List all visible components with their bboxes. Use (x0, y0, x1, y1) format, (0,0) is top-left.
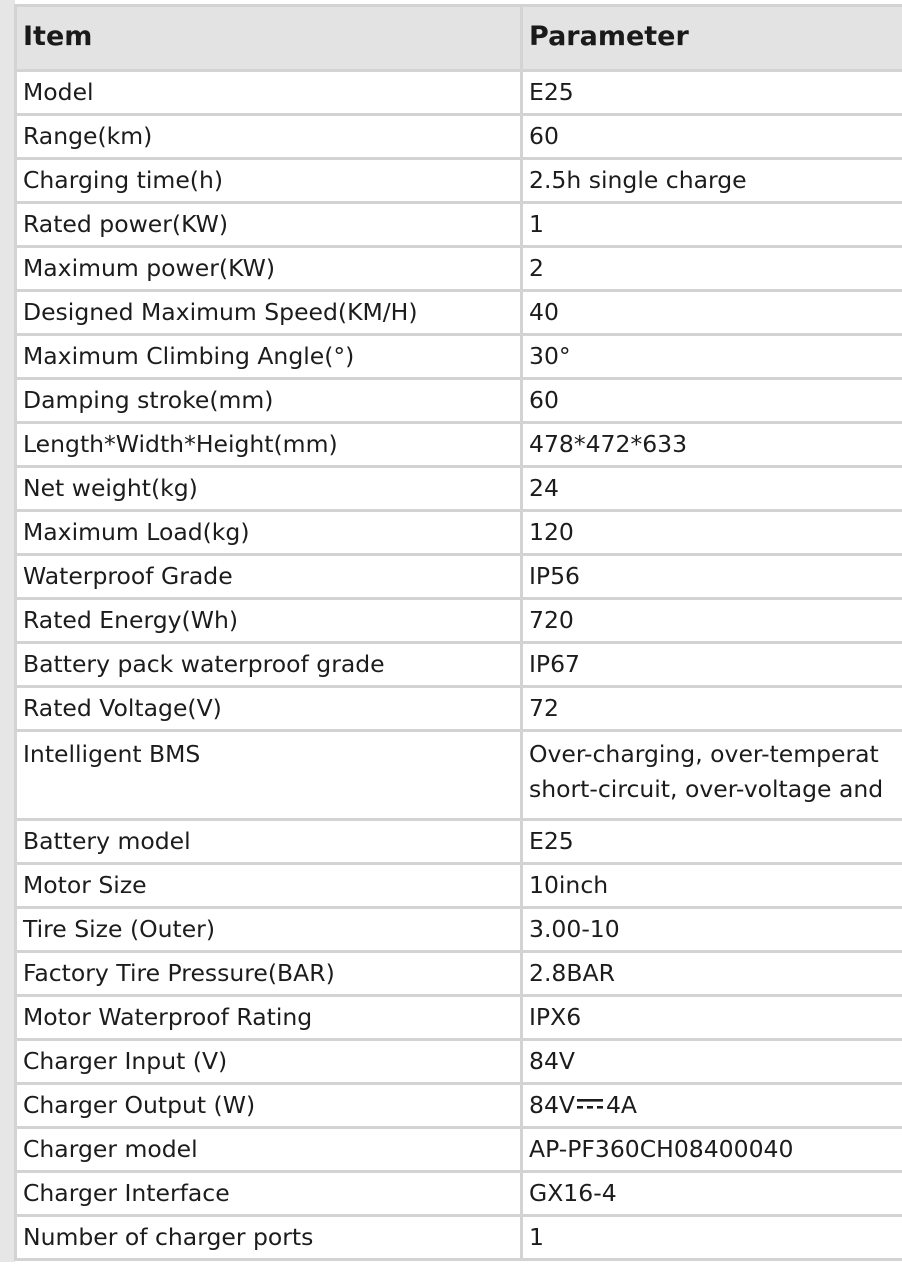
parameter-cell: 24 (522, 467, 902, 511)
parameter-cell: 40 (522, 291, 902, 335)
parameter-cell: 478*472*633 (522, 423, 902, 467)
item-cell: Charging time(h) (16, 159, 522, 203)
table-row (16, 1084, 902, 1128)
parameter-cell: 30° (522, 335, 902, 379)
table-row (16, 379, 902, 423)
item-cell: Net weight(kg) (16, 467, 522, 511)
table-row (16, 687, 902, 731)
item-cell: Motor Waterproof Rating (16, 996, 522, 1040)
parameter-cell: 10inch (522, 864, 902, 908)
parameter-cell: 120 (522, 511, 902, 555)
table-row (16, 1216, 902, 1260)
item-cell: Maximum Climbing Angle(°) (16, 335, 522, 379)
item-cell: Maximum Load(kg) (16, 511, 522, 555)
parameter-cell: 3.00-10 (522, 908, 902, 952)
parameter-cell: 60 (522, 379, 902, 423)
parameter-cell-with-symbol (522, 1084, 902, 1128)
parameter-value: 84V (529, 1091, 575, 1119)
table-row (16, 115, 902, 159)
table-row (16, 864, 902, 908)
table-row (16, 820, 902, 864)
table-row (16, 1172, 902, 1216)
spec-table (14, 4, 902, 1261)
table-row (16, 423, 902, 467)
parameter-cell: IP67 (522, 643, 902, 687)
item-cell: Length*Width*Height(mm) (16, 423, 522, 467)
item-cell: Intelligent BMS (16, 731, 522, 820)
parameter-cell: IPX6 (522, 996, 902, 1040)
item-cell: Motor Size (16, 864, 522, 908)
header-item: Item (16, 6, 522, 71)
parameter-line: short-circuit, over-voltage and (529, 775, 884, 803)
table-row (16, 159, 902, 203)
table-row (16, 511, 902, 555)
item-cell: Designed Maximum Speed(KM/H) (16, 291, 522, 335)
parameter-cell: 72 (522, 687, 902, 731)
item-cell: Number of charger ports (16, 1216, 522, 1260)
parameter-cell: IP56 (522, 555, 902, 599)
table-row (16, 335, 902, 379)
parameter-cell: E25 (522, 820, 902, 864)
parameter-cell: 84V (522, 1040, 902, 1084)
table-row (16, 1040, 902, 1084)
item-cell: Rated Energy(Wh) (16, 599, 522, 643)
header-parameter: Parameter (522, 6, 902, 71)
table-row (16, 467, 902, 511)
table-row (16, 71, 902, 115)
item-cell: Tire Size (Outer) (16, 908, 522, 952)
item-cell: Maximum power(KW) (16, 247, 522, 291)
parameter-cell: 720 (522, 599, 902, 643)
parameter-cell: 2.8BAR (522, 952, 902, 996)
item-cell: Charger Output (W) (16, 1084, 522, 1128)
parameter-cell: E25 (522, 71, 902, 115)
parameter-cell: GX16-4 (522, 1172, 902, 1216)
parameter-cell: 60 (522, 115, 902, 159)
parameter-cell: 1 (522, 1216, 902, 1260)
table-row (16, 996, 902, 1040)
item-cell: Rated power(KW) (16, 203, 522, 247)
table-row (16, 643, 902, 687)
item-cell: Model (16, 71, 522, 115)
item-cell: Factory Tire Pressure(BAR) (16, 952, 522, 996)
item-cell: Charger Input (V) (16, 1040, 522, 1084)
table-row (16, 731, 902, 820)
item-cell: Charger model (16, 1128, 522, 1172)
dc-current-icon (577, 1098, 603, 1110)
item-cell: Battery model (16, 820, 522, 864)
parameter-cell-multiline (522, 731, 902, 820)
table-row (16, 952, 902, 996)
table-header-row (16, 6, 902, 71)
item-cell: Range(km) (16, 115, 522, 159)
table-row (16, 247, 902, 291)
table-row (16, 1128, 902, 1172)
item-cell: Battery pack waterproof grade (16, 643, 522, 687)
parameter-line: Over-charging, over-temperat (529, 740, 879, 768)
item-cell: Damping stroke(mm) (16, 379, 522, 423)
parameter-cell: 2.5h single charge (522, 159, 902, 203)
table-row (16, 203, 902, 247)
left-gutter (0, 0, 15, 1262)
table-row (16, 908, 902, 952)
parameter-cell: AP-PF360CH08400040 (522, 1128, 902, 1172)
table-row (16, 555, 902, 599)
item-cell: Charger Interface (16, 1172, 522, 1216)
parameter-cell: 2 (522, 247, 902, 291)
item-cell: Rated Voltage(V) (16, 687, 522, 731)
parameter-value: 4A (605, 1091, 638, 1119)
parameter-cell: 1 (522, 203, 902, 247)
table-row (16, 291, 902, 335)
item-cell: Waterproof Grade (16, 555, 522, 599)
table-row (16, 599, 902, 643)
